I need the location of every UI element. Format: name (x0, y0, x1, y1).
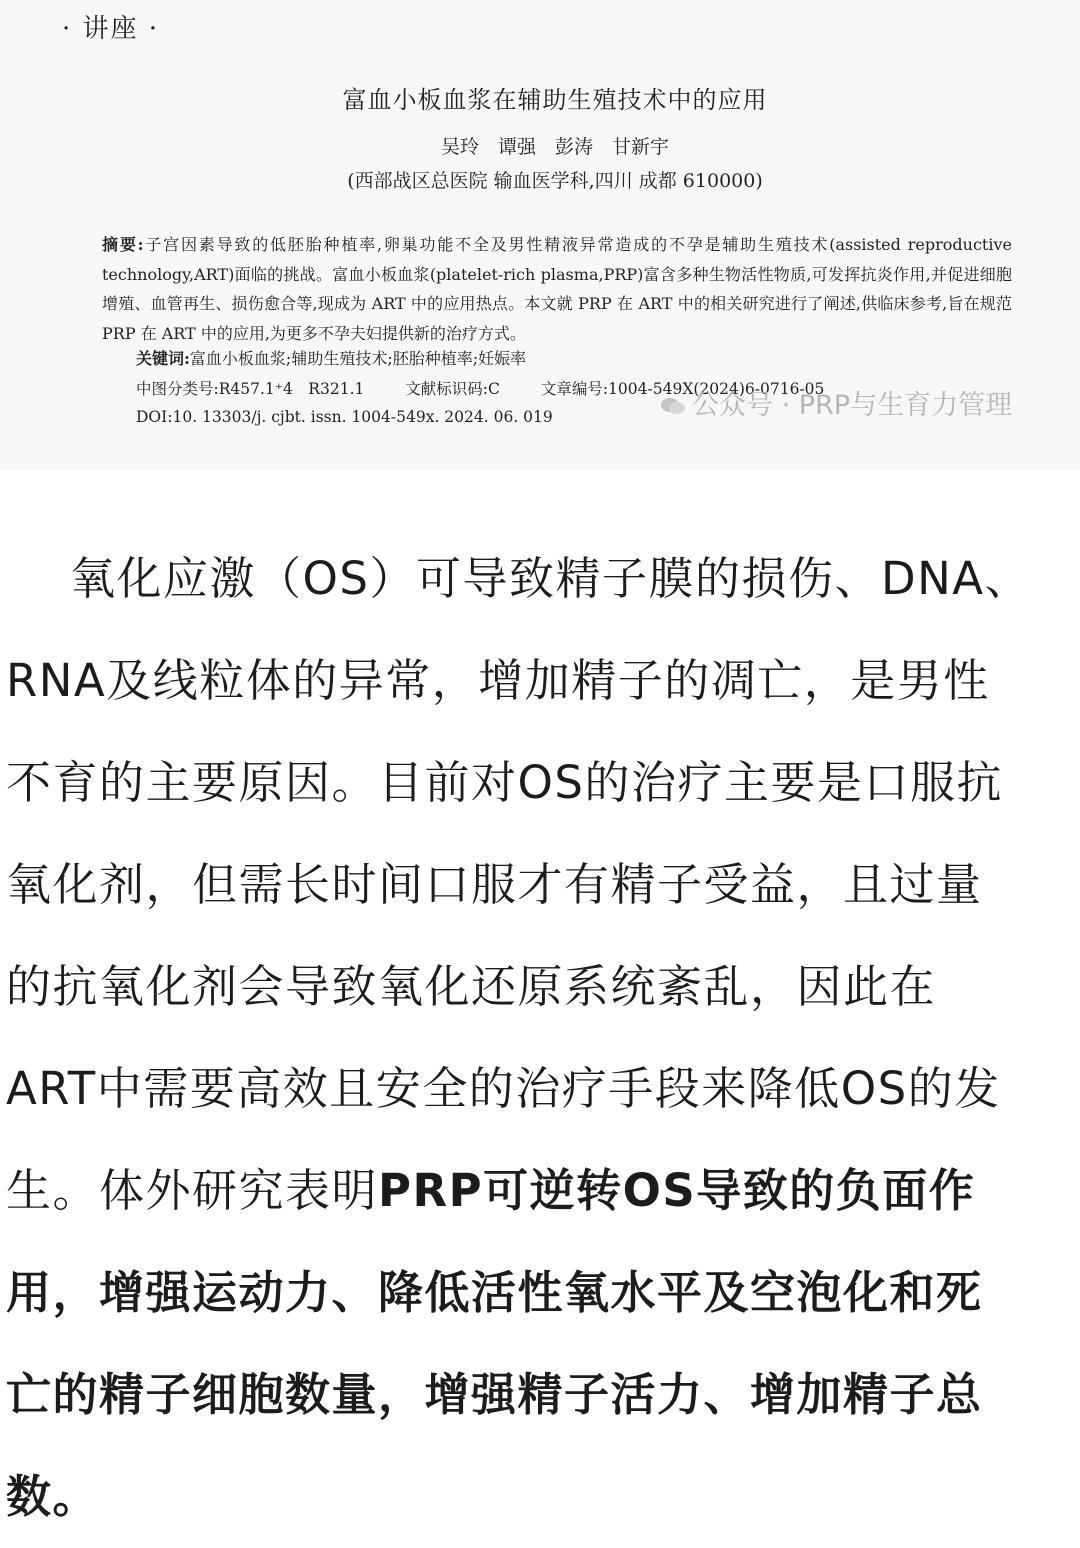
wechat-icon (660, 396, 686, 416)
body-line: 氧化应激（OS）可导致精子膜的损伤、DNA、 (70, 552, 1032, 605)
affiliation: (西部战区总医院 输血医学科,四川 成都 610000) (347, 170, 763, 192)
paper-title: 富血小板血浆在辅助生殖技术中的应用 (342, 86, 768, 114)
watermark-text: 公众号 · PRP与生育力管理 (692, 390, 1013, 421)
abstract-label: 摘要: (102, 235, 144, 254)
body-line: RNA及线粒体的异常，增加精子的凋亡，是男性 (6, 654, 990, 707)
section-label: · 讲座 · (62, 14, 160, 44)
body-line-bold: 亡的精子细胞数量，增强精子活力、增加精子总 (6, 1368, 983, 1421)
body-line-mixed (6, 1140, 1076, 1242)
body-line: 的抗氧化剂会导致氧化还原系统紊乱，因此在 (6, 960, 937, 1013)
doi: DOI:10. 13303/j. cjbt. issn. 1004-549x. 2024. 06. 019 (136, 408, 553, 426)
body-line: 氧化剂，但需长时间口服才有精子受益，且过量 (6, 858, 983, 911)
keywords-text: 富血小板血浆;辅助生殖技术;胚胎种植率;妊娠率 (189, 349, 527, 368)
keywords-label: 关键词: (136, 349, 190, 368)
body-line: 不育的主要原因。目前对OS的治疗主要是口服抗 (6, 756, 1003, 809)
doc-code: 文献标识码:C (405, 380, 500, 398)
keywords (136, 346, 526, 369)
body-line-bold: 用，增强运动力、降低活性氧水平及空泡化和死 (6, 1266, 983, 1319)
body-text-normal: 生。体外研究表明 (6, 1164, 379, 1217)
watermark (660, 383, 1012, 422)
body-text-bold: PRP可逆转OS导致的负面作 (378, 1164, 976, 1217)
paper-excerpt (0, 0, 1080, 470)
classification: 中图分类号:R457.1⁺4 R321.1 (136, 380, 365, 398)
article-number: 文章编号:1004-549X(2024)6-0716-05 (540, 380, 825, 398)
body-line-bold: 数。 (6, 1470, 100, 1523)
abstract-text: 子宫因素导致的低胚胎种植率,卵巢功能不全及男性精液异常造成的不孕是辅助生殖技术(assisted reproductive technology,ART)面临的挑战。富血小板血浆(platelet-rich plasma,PRP)富含多种生物活性物质,可发挥抗炎作用,并促进细胞增殖、血管再生、损伤愈合等,现成为 ART 中的应用热点。本文就 PRP 在 ART 中的相关研究进行了阐述,供临床参考,旨在规范 PRP 在 ART 中的应用,为更多不孕夫妇提供新的治疗方式。 (102, 235, 1012, 343)
authors: 吴玲 谭强 彭涛 甘新宇 (440, 136, 669, 158)
article-body (6, 528, 1076, 1548)
abstract (102, 230, 1012, 348)
body-line: ART中需要高效且安全的治疗手段来降低OS的发 (6, 1062, 1001, 1115)
